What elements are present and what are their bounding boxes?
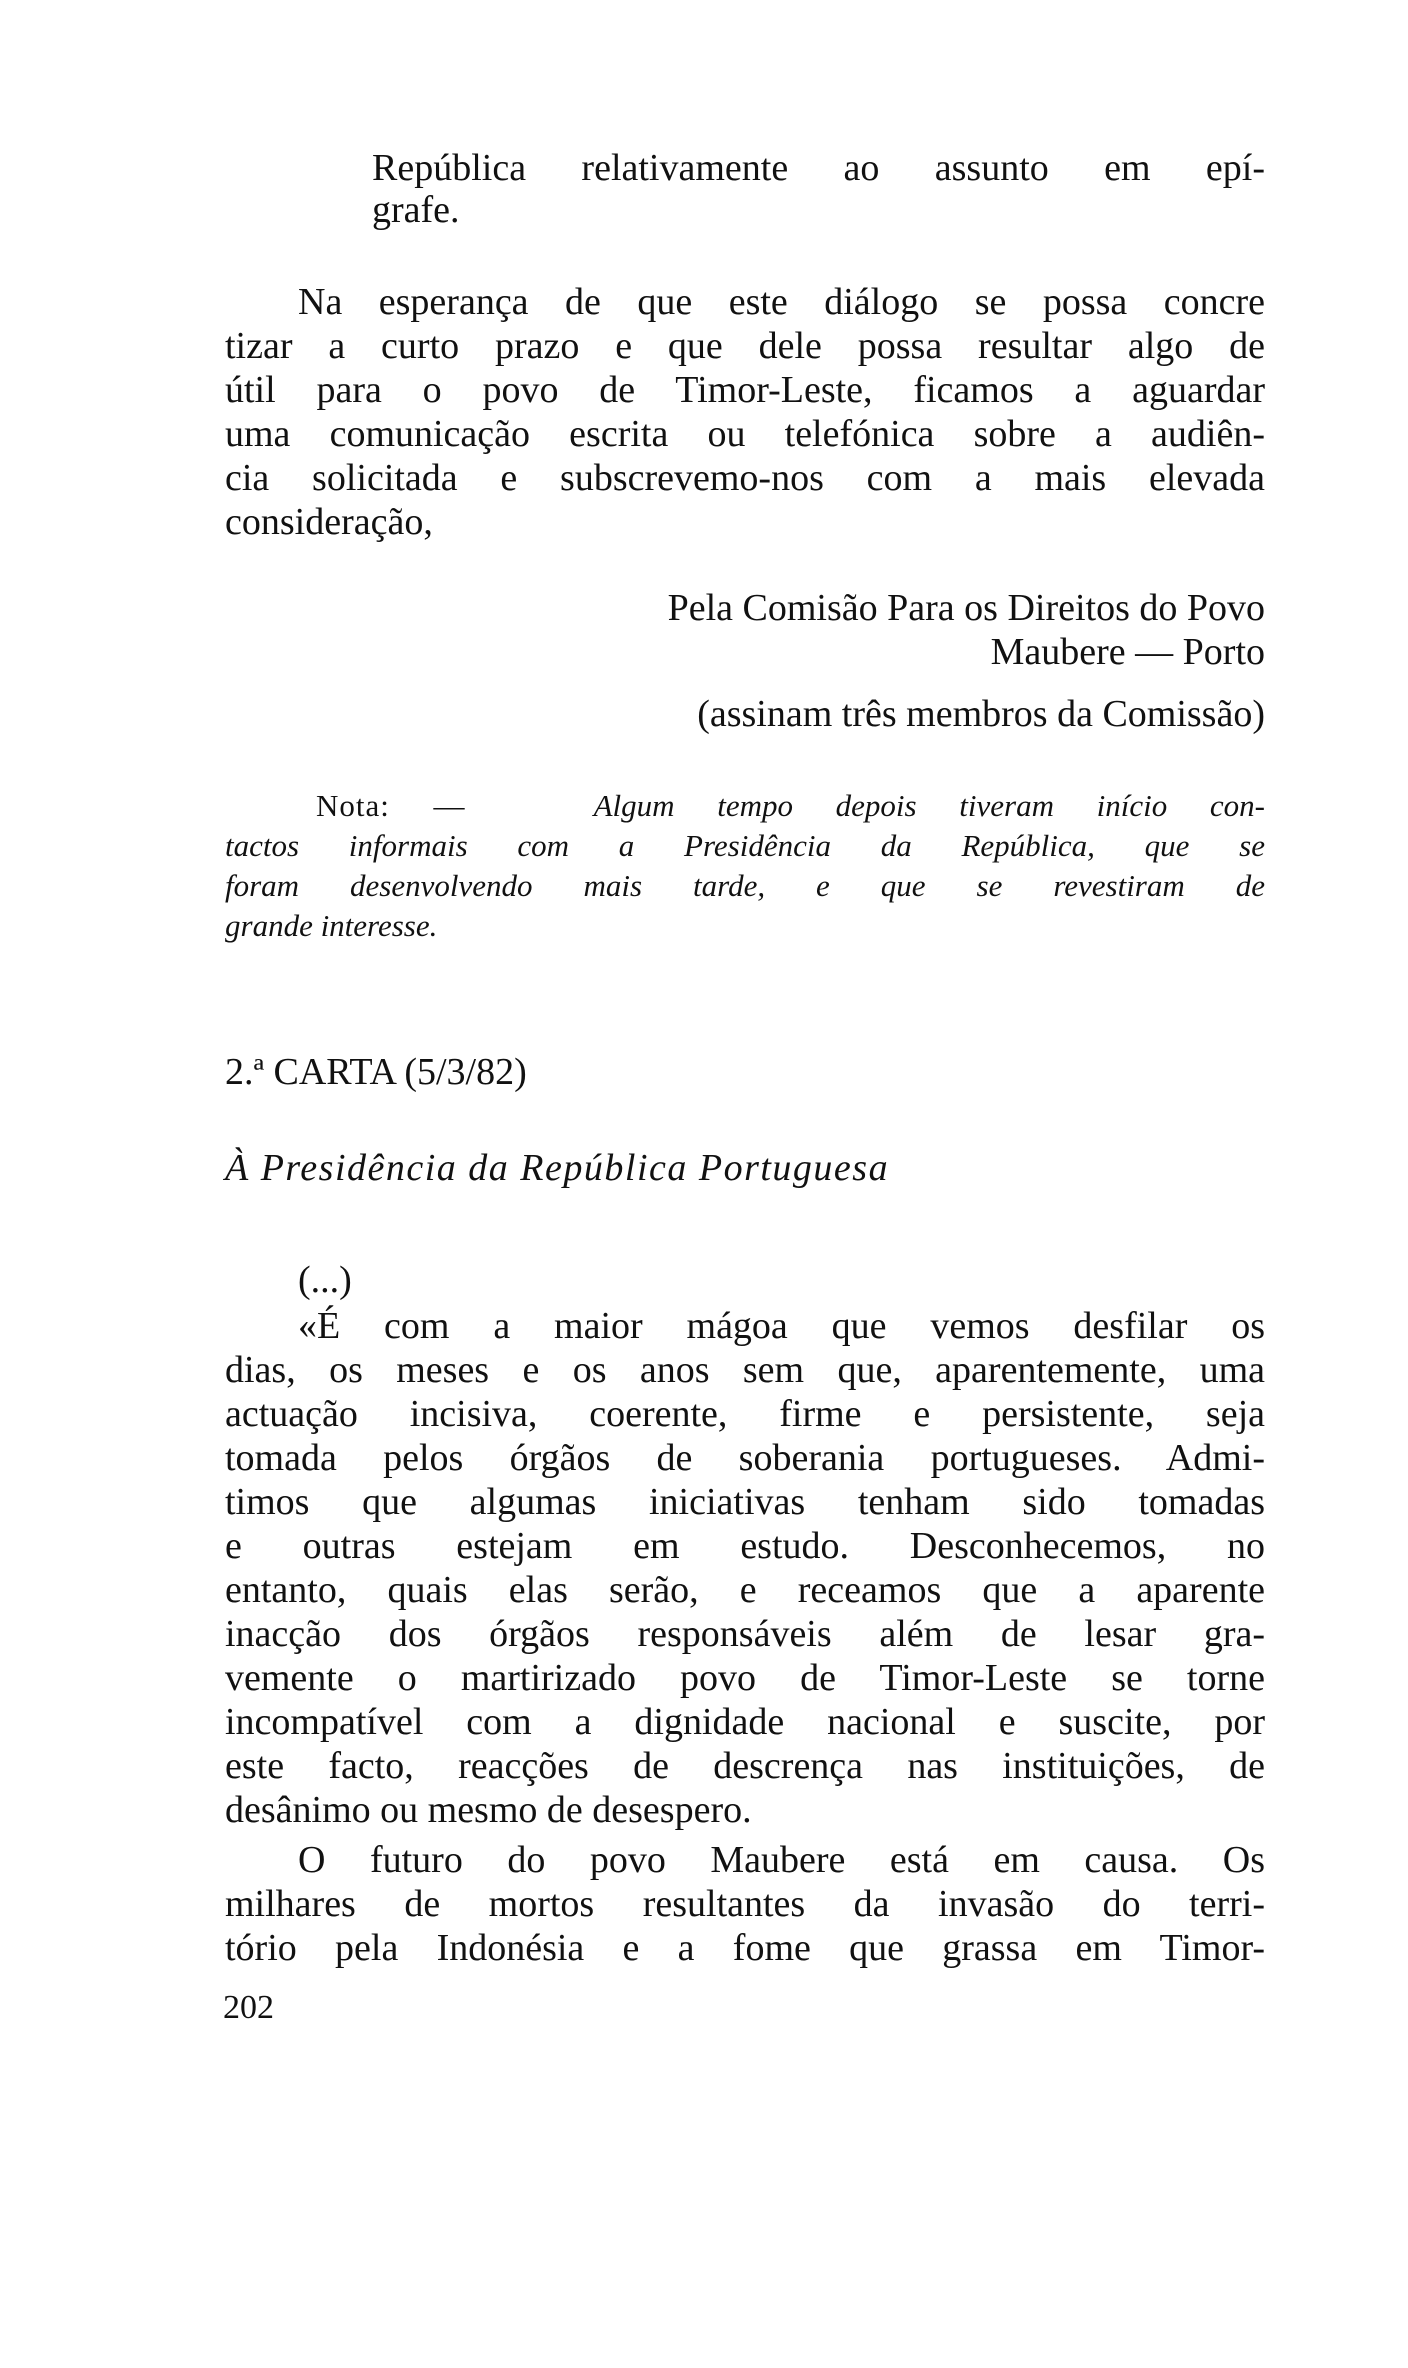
intro-line: República relativamente ao assunto em epí- [372,147,1265,189]
paragraph-line: consideração, [225,501,433,543]
paragraph-line: tizar a curto prazo e que dele possa resultar algo de [225,325,1265,367]
ellipsis: (...) [298,1259,352,1301]
paragraph-line: este facto, reacções de descrença nas instituições, de [225,1745,1265,1787]
page-number: 202 [223,1989,274,2026]
paragraph-line: útil para o povo de Timor-Leste, ficamos a aguardar [225,369,1265,411]
note-line: tactos informais com a Presidência da República, que se [225,828,1265,863]
paragraph-line: milhares de mortos resultantes da invasão do terri- [225,1883,1265,1925]
paragraph-line: vemente o martirizado povo de Timor-Leste se torne [225,1657,1265,1699]
paragraph-line: uma comunicação escrita ou telefónica sobre a audiên- [225,413,1265,455]
paragraph-line: timos que algumas iniciativas tenham sido tomadas [225,1481,1265,1523]
paragraph-line: e outras estejam em estudo. Desconhecemos, no [225,1525,1265,1567]
signature-line: (assinam três membros da Comissão) [697,693,1265,735]
paragraph-line: actuação incisiva, coerente, firme e persistente, seja [225,1393,1265,1435]
paragraph-line: entanto, quais elas serão, e receamos que a aparente [225,1569,1265,1611]
paragraph-line: desânimo ou mesmo de desespero. [225,1789,752,1831]
note-text: Algum tempo depois tiveram início con- [593,788,1266,823]
paragraph-line: cia solicitada e subscrevemo-nos com a mais elevada [225,457,1265,499]
signature-line: Maubere — Porto [990,631,1265,673]
paragraph-line: tomada pelos órgãos de soberania portugueses. Admi- [225,1437,1265,1479]
note-line: foram desenvolvendo mais tarde, e que se revestiram de [225,868,1265,903]
paragraph-line: inacção dos órgãos responsáveis além de lesar gra- [225,1613,1265,1655]
signature-line: Pela Comisão Para os Direitos do Povo [667,587,1265,629]
letter-heading: 2.ª CARTA (5/3/82) [225,1051,527,1093]
note-label: Nota: — [316,788,466,823]
letter-addressee: À Presidência da República Portuguesa [225,1147,890,1189]
paragraph-line: dias, os meses e os anos sem que, aparentemente, uma [225,1349,1265,1391]
paragraph-line: «É com a maior mágoa que vemos desfilar os [298,1305,1265,1347]
paragraph-line: O futuro do povo Maubere está em causa. Os [298,1839,1265,1881]
note-line: grande interesse. [225,908,438,943]
intro-line: grafe. [372,189,460,231]
paragraph-line: tório pela Indonésia e a fome que grassa em Timor- [225,1927,1265,1969]
paragraph-line: Na esperança de que este diálogo se possa concre [298,281,1265,323]
paragraph-line: incompatível com a dignidade nacional e suscite, por [225,1701,1265,1743]
note-line [316,786,1265,826]
